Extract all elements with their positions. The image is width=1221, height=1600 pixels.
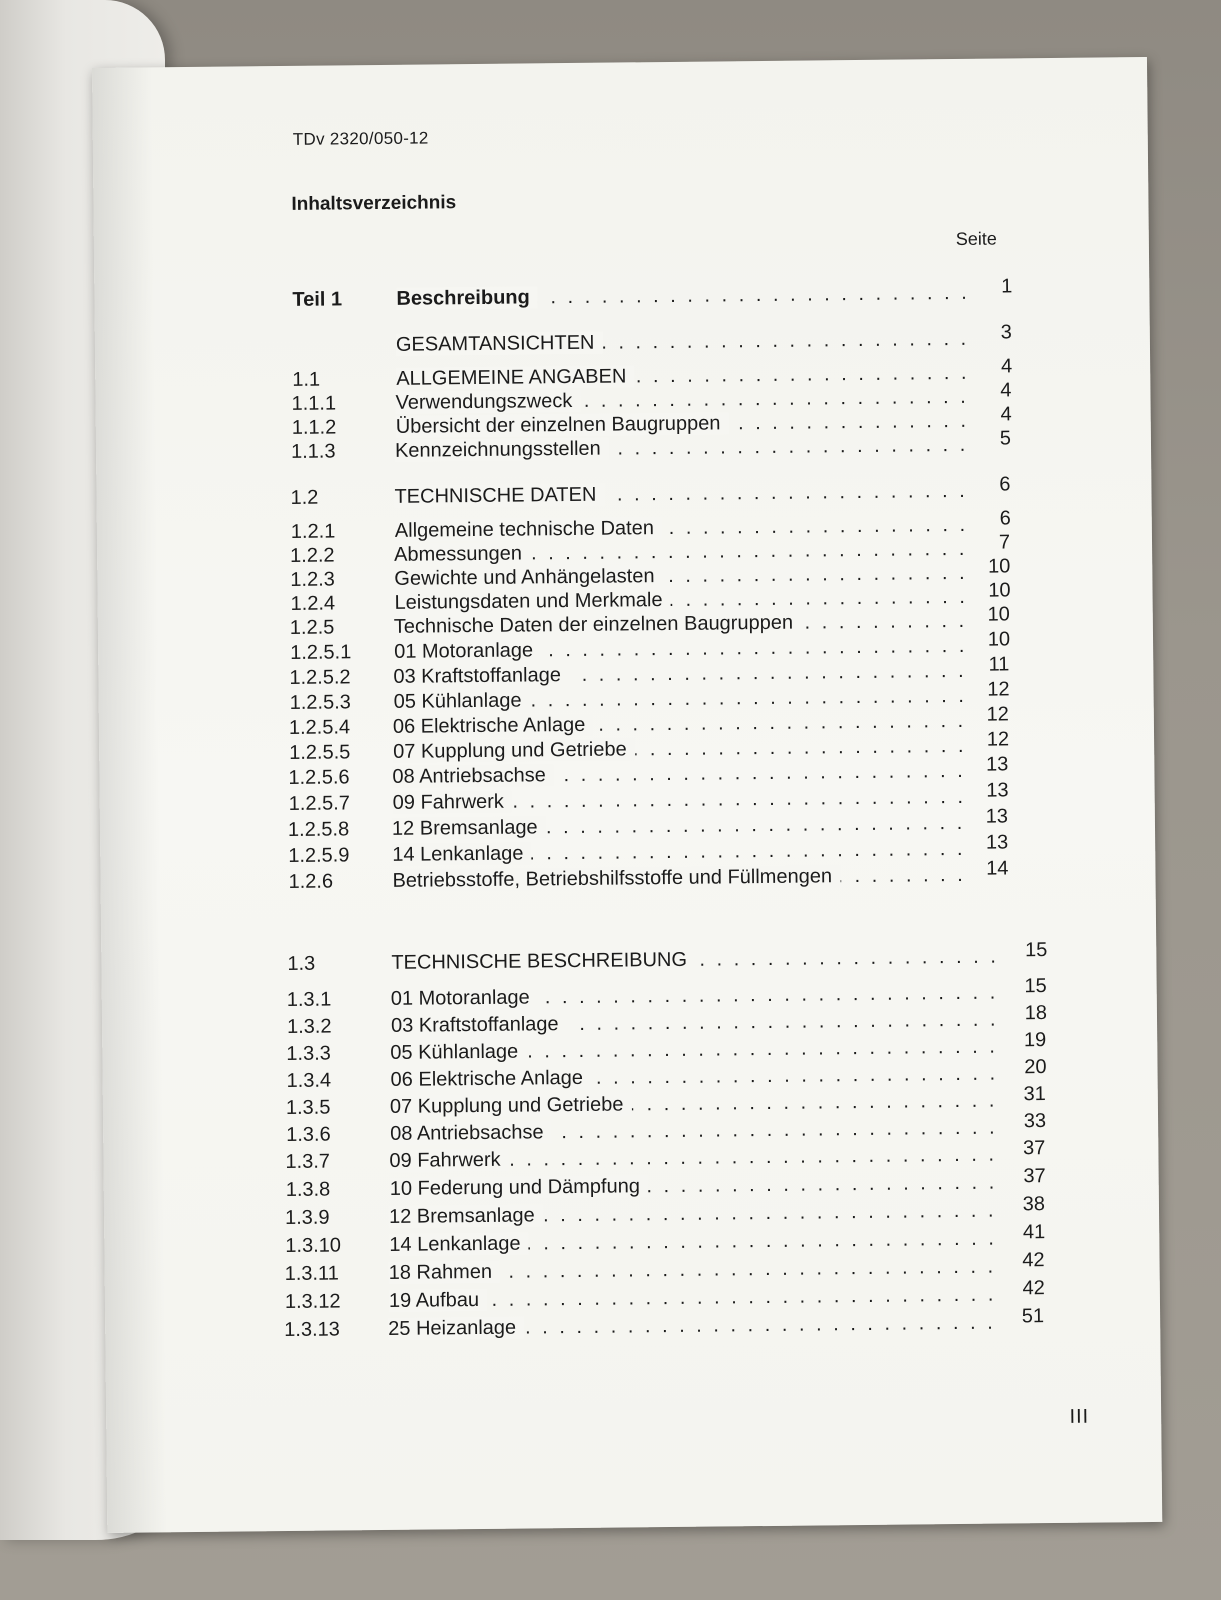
toc-entry-page: 38 <box>1022 1193 1046 1216</box>
toc-entry-label: 05 Kühlanlage <box>390 1041 526 1064</box>
toc-entry-page: 7 <box>998 531 1011 554</box>
toc-entry-label: 01 Motoranlage <box>391 986 538 1010</box>
toc-entry-label: 10 Federung und Dämpfung <box>390 1175 648 1200</box>
toc-entry-number: 1.1.3 <box>290 440 336 463</box>
toc-entry-page: 42 <box>1022 1277 1045 1300</box>
toc-entry-label: 14 Lenkanlage <box>389 1232 528 1255</box>
toc-entry-number: 1.3.10 <box>285 1234 342 1258</box>
toc-entry-number: 1.2.5.2 <box>289 666 351 689</box>
toc-entry-number: 1.2.5.3 <box>289 691 351 714</box>
toc-entry-label: TECHNISCHE BESCHREIBUNG <box>391 949 695 974</box>
toc-entry-title <box>389 1199 999 1229</box>
toc-entry-page: 42 <box>1022 1249 1045 1272</box>
toc-entry-page: 10 <box>987 555 1011 578</box>
toc-entry-page: 13 <box>986 779 1009 802</box>
toc-entry-title <box>392 837 972 867</box>
toc-entry-title <box>396 281 976 311</box>
toc-entry-page: 37 <box>1023 1165 1046 1188</box>
toc-entry-title <box>389 1143 999 1173</box>
toc-entry-label: 12 Bremsanlage <box>392 816 546 840</box>
toc-entry-label: Verwendungszweck <box>395 390 580 414</box>
toc-entry-title <box>390 1062 1000 1092</box>
page-column-header: Seite <box>955 228 997 249</box>
toc-entry-page: 4 <box>1000 403 1012 426</box>
toc-entry-number: 1.2.5.7 <box>288 792 351 815</box>
toc-entry-page: 10 <box>987 628 1011 651</box>
toc-entry-number: 1.3.11 <box>284 1262 339 1286</box>
toc-entry-page: 13 <box>985 753 1009 776</box>
toc-entry <box>290 473 1034 510</box>
toc-entry-label: Leistungsdaten und Merkmale <box>395 589 671 614</box>
toc-entry-label: Abmessungen <box>394 542 530 565</box>
toc-entry <box>286 1110 1047 1147</box>
toc-entry-label: 18 Rahmen <box>389 1261 501 1284</box>
toc-entry-label: Betriebsstoffe, Betriebshilfsstoffe und Füllmengen <box>392 865 840 892</box>
toc-entry-number: 1.1 <box>292 368 321 391</box>
toc-entry-title <box>390 1035 1000 1065</box>
toc-entry-title <box>391 1008 1001 1038</box>
toc-entry-number: 1.2.5.6 <box>288 766 350 789</box>
toc-entry-page: 12 <box>986 728 1010 751</box>
toc-entry <box>285 1083 1046 1120</box>
toc-entry-label: 03 Kraftstoffanlage <box>393 664 569 688</box>
toc-entry <box>285 1137 1046 1174</box>
toc-entry-title <box>392 863 972 893</box>
toc-entry-label: 06 Elektrische Anlage <box>393 714 594 738</box>
toc-entry-title <box>395 433 975 463</box>
toc-entry-label: Übersicht der einzelnen Baugruppen <box>396 412 729 437</box>
toc-entry-page: 15 <box>1024 939 1048 962</box>
toc-entry-title <box>393 785 973 815</box>
toc-entry-number: 1.2 <box>290 486 319 509</box>
toc-entry-page: 3 <box>1000 321 1012 344</box>
toc-entry-label: 14 Lenkanlage <box>392 842 531 865</box>
toc-entry <box>286 1029 1047 1066</box>
toc-entry-page: 6 <box>999 507 1011 530</box>
toc-entry-number: 1.2.2 <box>290 544 335 567</box>
toc-entry-number: 1.3.8 <box>285 1178 331 1202</box>
toc-entry-page: 33 <box>1023 1110 1047 1133</box>
toc-entry-title <box>391 945 1001 975</box>
toc-entry-page: 37 <box>1022 1137 1046 1160</box>
toc-entry-number: 1.2.4 <box>290 592 336 615</box>
toc-entry <box>284 1249 1045 1286</box>
toc-entry-title <box>391 981 1001 1011</box>
toc-entry-number: 1.2.5.8 <box>287 818 350 841</box>
toc-entry-label: 06 Elektrische Anlage <box>390 1067 591 1091</box>
toc-entry-label: 09 Fahrwerk <box>389 1149 508 1172</box>
page-title: Inhaltsverzeichnis <box>291 192 457 215</box>
toc-entry-title <box>388 1311 998 1341</box>
toc-entry-number: 1.2.5.4 <box>288 716 351 739</box>
toc-entry-page: 10 <box>988 579 1011 602</box>
toc-entry-page: 31 <box>1023 1083 1046 1106</box>
toc-entry-page: 11 <box>988 653 1010 676</box>
toc-entry-label: Technische Daten der einzelnen Baugruppen <box>394 612 801 638</box>
toc-entry <box>284 1193 1046 1230</box>
toc-entry-title <box>390 1116 1000 1146</box>
toc-entry <box>284 1277 1045 1314</box>
toc-entry-number: 1.2.6 <box>288 870 334 893</box>
toc-entry <box>287 939 1048 976</box>
toc-entry-page: 1 <box>1001 275 1013 298</box>
toc-entry-number: 1.2.1 <box>290 520 336 543</box>
toc-entry-label: GESAMTANSICHTEN <box>396 332 603 356</box>
toc-entry-page: 6 <box>999 473 1011 496</box>
toc-entry-page: 12 <box>987 678 1010 701</box>
document-number: TDv 2320/050-12 <box>292 128 429 149</box>
toc-entry <box>284 1305 1045 1342</box>
toc-entry-label: Allgemeine technische Daten <box>395 517 662 542</box>
toc-entry-number: 1.2.3 <box>290 568 335 591</box>
toc-entry-label: TECHNISCHE DATEN <box>394 484 604 508</box>
toc-entry-title <box>390 1171 1000 1201</box>
toc-entry-label: 08 Antriebsachse <box>392 764 554 788</box>
toc-entry-label: 12 Bremsanlage <box>389 1204 543 1228</box>
toc-entry-page: 19 <box>1023 1029 1047 1052</box>
toc-entry-title <box>392 811 972 841</box>
toc-entry-number: 1.3.7 <box>285 1150 331 1174</box>
toc-entry-page: 41 <box>1022 1221 1046 1244</box>
toc-entry <box>286 1002 1048 1039</box>
toc-entry-page: 13 <box>985 805 1009 828</box>
toc-entry-number: 1.2.5.9 <box>288 844 350 867</box>
toc-entry-label: Beschreibung <box>396 286 538 309</box>
toc-entry <box>292 321 1033 358</box>
toc-entry-label: 08 Antriebsachse <box>390 1121 552 1145</box>
toc-entry-number: 1.2.5.5 <box>289 741 351 764</box>
toc-entry-page: 13 <box>985 831 1009 854</box>
toc-entry-number: 1.3.2 <box>286 1015 332 1039</box>
toc-entry-title <box>392 759 972 789</box>
toc-entry-number: 1.3.12 <box>284 1290 341 1314</box>
toc-entry-page: 4 <box>1000 379 1012 402</box>
toc-entry-number: 1.3.4 <box>286 1069 332 1093</box>
toc-entry-label: 25 Heizanlage <box>388 1317 524 1340</box>
toc-entry-number: 1.2.5 <box>289 616 335 639</box>
toc-entry-label: Kennzeichnungsstellen <box>395 438 609 462</box>
toc-entry-page: 20 <box>1024 1056 1047 1079</box>
toc-entry-title <box>390 1089 1000 1119</box>
toc-entry <box>285 1221 1046 1258</box>
toc-entry-label: 03 Kraftstoffanlage <box>391 1013 567 1037</box>
toc-entry-page: 12 <box>986 703 1009 726</box>
toc-entry-title <box>389 1227 999 1257</box>
toc-entry-label: 05 Kühlanlage <box>394 689 530 712</box>
toc-entry-title <box>394 479 974 509</box>
toc-entry <box>285 1165 1046 1202</box>
toc-entry-title <box>389 1283 999 1313</box>
toc-entry-page: 14 <box>986 857 1009 880</box>
toc-entry-page: 5 <box>999 427 1012 450</box>
toc-entry-label: Gewichte und Anhängelasten <box>394 565 662 590</box>
toc-entry-title <box>389 1255 999 1285</box>
toc-entry-label: 07 Kupplung und Getriebe <box>390 1093 632 1118</box>
toc-entry-number: 1.2.5.1 <box>290 641 352 664</box>
toc-entry-number: 1.1.2 <box>291 416 337 439</box>
toc-entry-label: 01 Motoranlage <box>394 639 541 663</box>
toc-entry-number: 1.3.6 <box>286 1123 331 1147</box>
toc-entry-label: 19 Aufbau <box>389 1289 487 1312</box>
toc-entry-number: 1.3.9 <box>284 1206 330 1230</box>
toc-entry <box>288 857 1038 894</box>
toc-entry-page: 4 <box>1000 355 1013 378</box>
toc-entry-page: 18 <box>1024 1002 1048 1025</box>
toc-entry-number: 1.3 <box>287 952 316 976</box>
toc-entry-title <box>396 327 976 357</box>
toc-entry <box>286 975 1047 1012</box>
toc-entry-number: 1.1.1 <box>291 392 337 415</box>
toc-entry-number: 1.3.3 <box>286 1042 331 1066</box>
toc-entry-label: ALLGEMEINE ANGABEN <box>396 365 634 389</box>
toc-entry-label: 09 Fahrwerk <box>393 791 512 814</box>
toc-entry-number: Teil 1 <box>292 288 343 311</box>
toc-entry-page: 51 <box>1021 1305 1045 1328</box>
toc-entry-page: 15 <box>1024 975 1047 998</box>
toc-entry-number: 1.3.1 <box>286 988 332 1012</box>
toc-entry-page: 10 <box>987 603 1010 626</box>
document-page <box>92 57 1162 1533</box>
toc-entry-label: 07 Kupplung und Getriebe <box>393 738 635 763</box>
toc-entry <box>286 1056 1047 1093</box>
toc-entry <box>292 275 1032 312</box>
page-number: III <box>1069 1405 1090 1428</box>
toc-entry-number: 1.3.5 <box>285 1096 331 1120</box>
toc-entry-number: 1.3.13 <box>284 1318 340 1342</box>
